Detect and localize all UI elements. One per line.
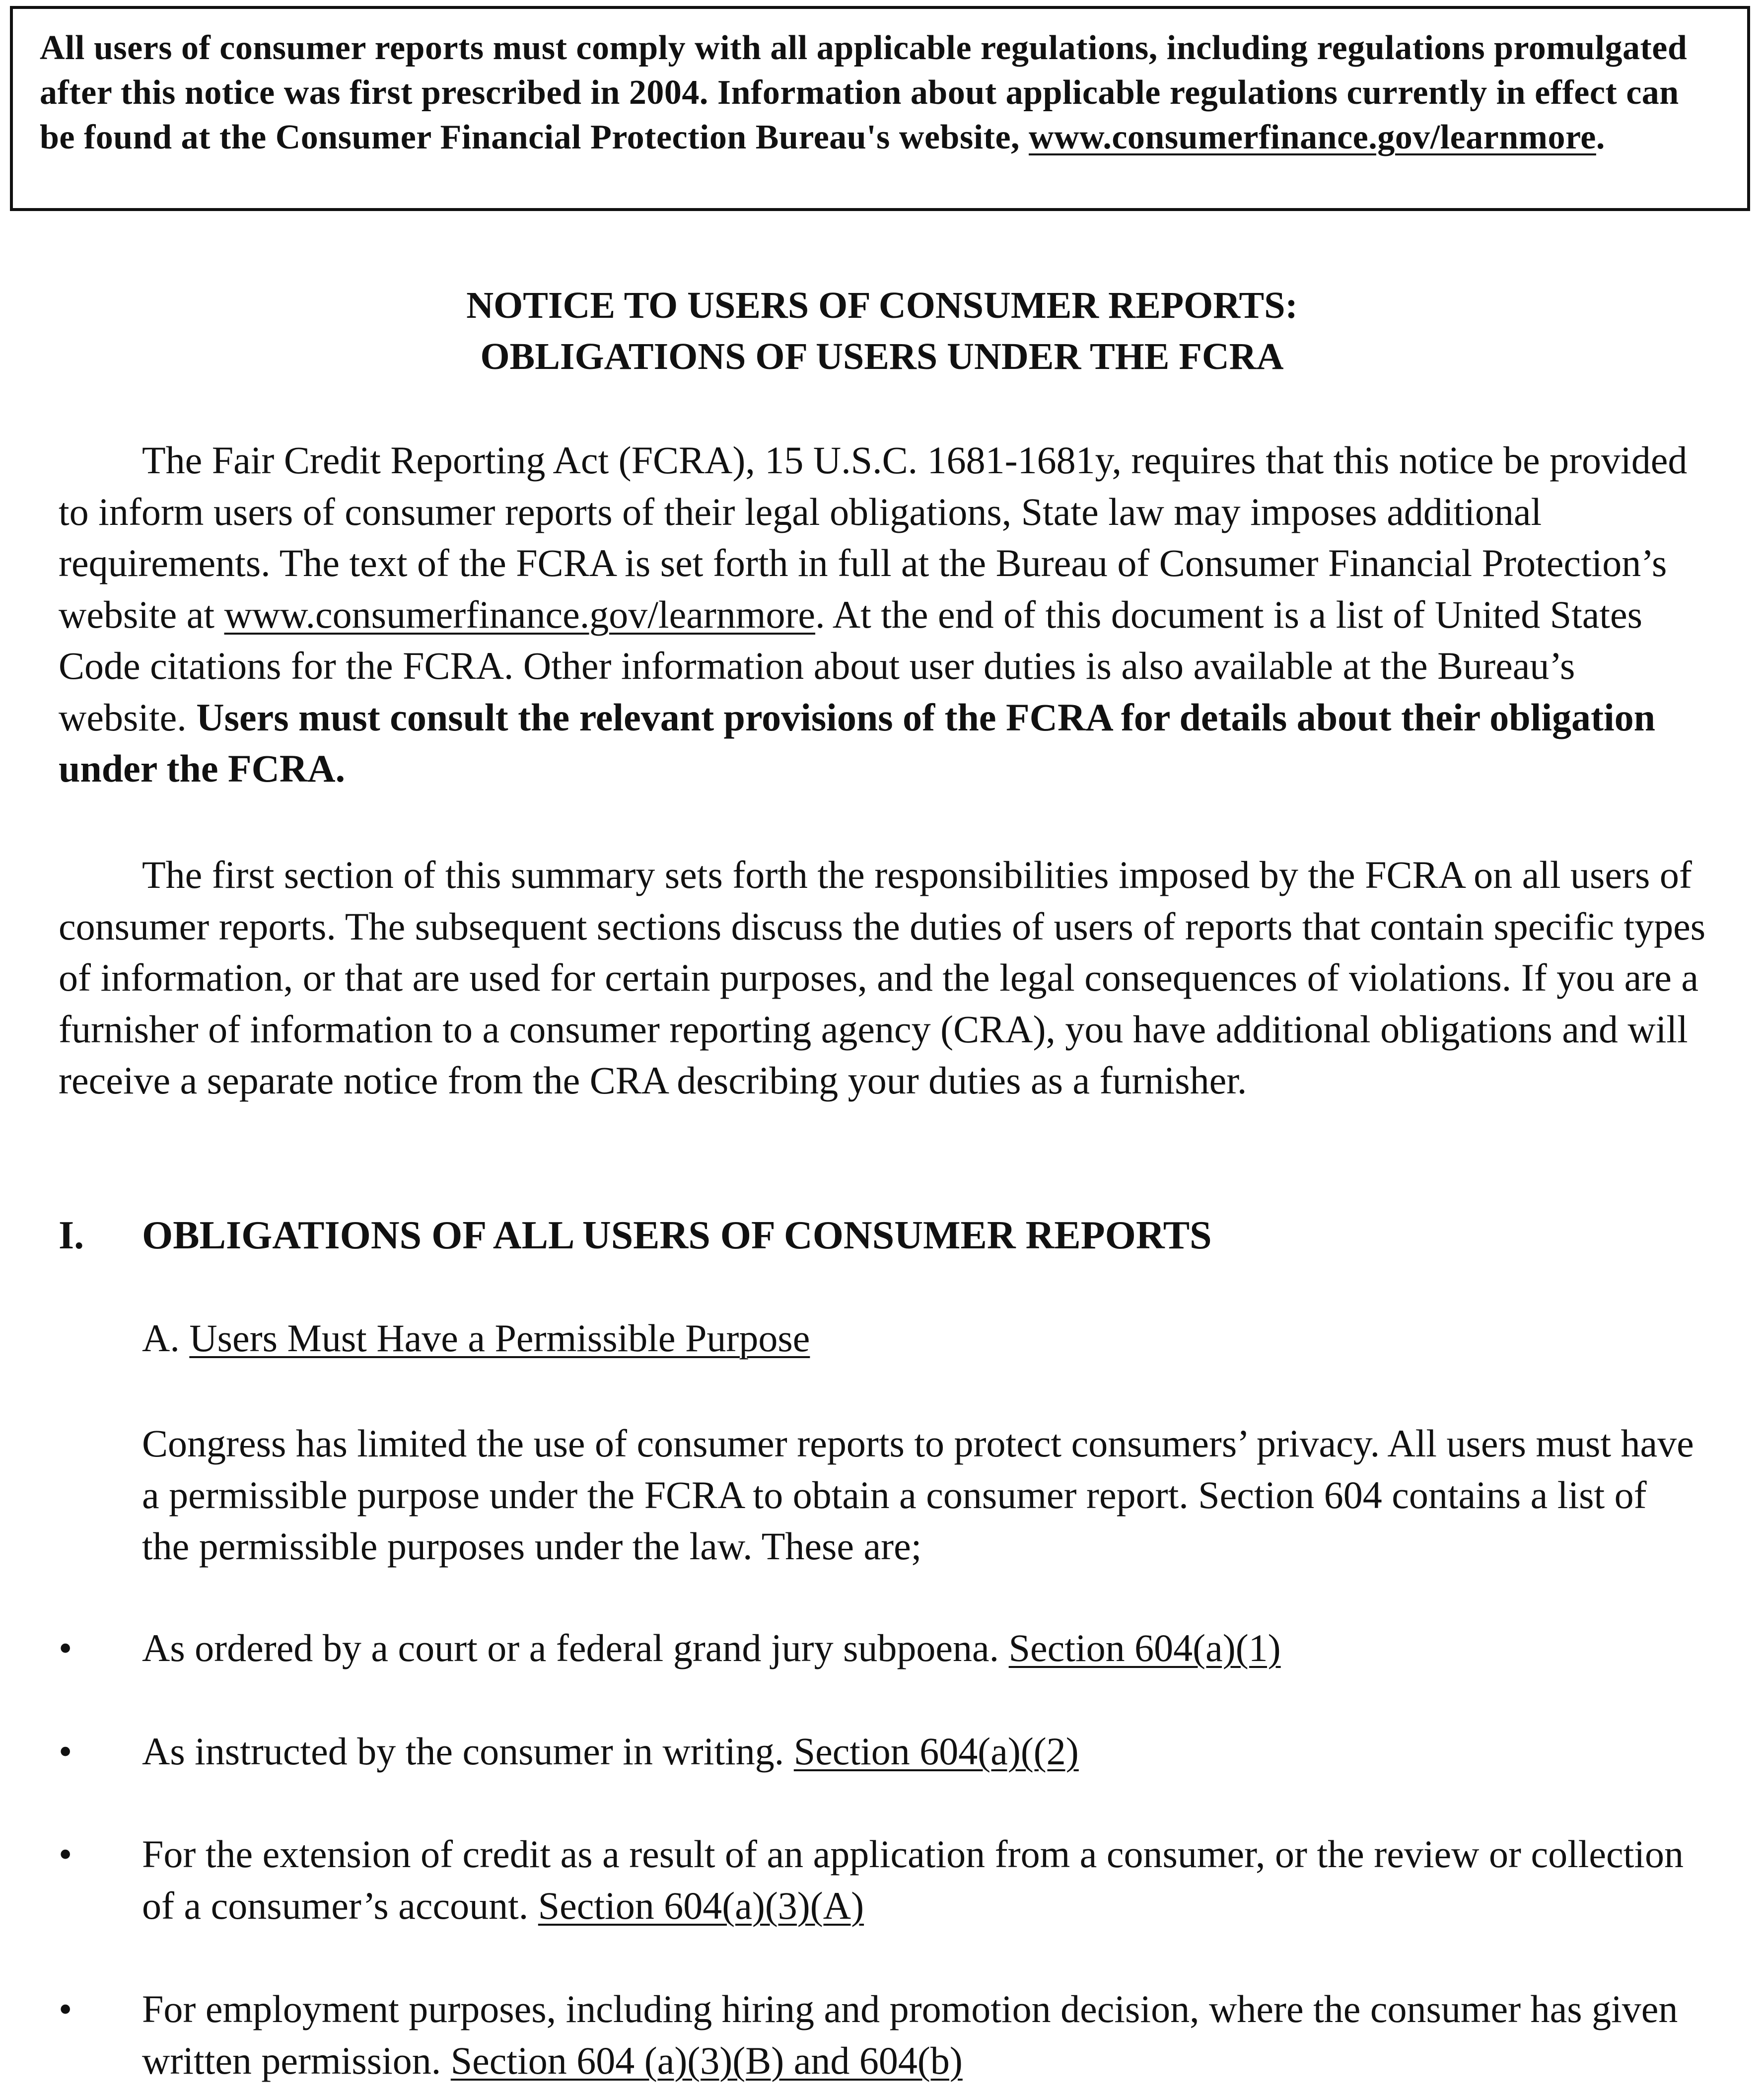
bullet-2-symbol: • — [59, 1730, 72, 1773]
intro-bold-text: Users must consult the relevant provisions of the FCRA for details about their obligation under the FCRA. — [59, 695, 1656, 790]
bullet-item-3 — [142, 1828, 1706, 1931]
intro-text-continued: . At the end of this document is a list of United States Code citations for the FCRA. Other information about user duties is also available at the Bureau’s website. — [59, 592, 1643, 739]
intro-paragraph — [59, 434, 1712, 795]
bullet-4-text: For employment purposes, including hiring and promotion decision, where the consumer has given written permission. — [142, 1987, 1678, 2082]
bullet-1-text: As ordered by a court or a federal grand jury subpoena. — [142, 1626, 1009, 1669]
bullet-1-symbol: • — [59, 1626, 72, 1669]
bullet-item-1 — [142, 1622, 1706, 1674]
bullet-item-4 — [142, 1983, 1706, 2086]
subsection-a-title: Users Must Have a Permissible Purpose — [189, 1316, 810, 1360]
subsection-a-heading — [142, 1313, 810, 1363]
page-title-line-2: OBLIGATIONS OF USERS UNDER THE FCRA — [480, 336, 1284, 377]
bullet-3-citation: Section 604(a)(3)(A) — [538, 1883, 864, 1927]
bullet-1-citation: Section 604(a)(1) — [1008, 1626, 1281, 1669]
bullet-2-citation: Section 604(a)((2) — [793, 1730, 1079, 1773]
bullet-2-text: As instructed by the consumer in writing. — [142, 1730, 794, 1773]
section-1-number: I. — [59, 1214, 84, 1257]
bullet-4-citation: Section 604 (a)(3)(B) and 604(b) — [450, 2038, 963, 2082]
intro-text: The Fair Credit Reporting Act (FCRA), 15 U.S.C. 1681-1681y, requires that this notice be provided to inform users of consumer reports of their legal obligations, State law may imposes additional requirements. The text of the FCRA is set forth in full at the Bureau of Consumer Financial Protection’s website at — [59, 438, 1688, 636]
subsection-a-letter: A. — [142, 1316, 180, 1360]
bullet-3-symbol: • — [59, 1832, 72, 1876]
intro-link[interactable]: www.consumerfinance.gov/learnmore — [224, 592, 816, 636]
bullet-4-symbol: • — [59, 1987, 72, 2030]
notice-box-link[interactable]: www.consumerfinance.gov/learnmore — [1029, 118, 1596, 156]
page-title-line-1: NOTICE TO USERS OF CONSUMER REPORTS: — [466, 285, 1298, 326]
notice-box-end: . — [1596, 118, 1605, 156]
bullet-3-text: For the extension of credit as a result of an application from a consumer, or the review or collection of a consumer’s account. — [142, 1832, 1684, 1927]
regulations-notice-box — [10, 6, 1750, 211]
bullet-item-2 — [142, 1726, 1706, 1777]
summary-paragraph: The first section of this summary sets forth the responsibilities imposed by the FCRA on all users of consumer reports. The subsequent sections discuss the duties of users of reports that contain specific types of information, or that are used for certain purposes, and the legal consequences of violations. If you are a furnisher of information to a consumer reporting agency (CRA), you have additional obligations and will receive a separate notice from the CRA describing your duties as a furnisher. — [59, 853, 1706, 1102]
subsection-a-body: Congress has limited the use of consumer reports to protect consumers’ privacy. All users must have a permissible purpose under the FCRA to obtain a consumer report. Section 604 contains a list of the permissible purposes under the law. These are; — [142, 1422, 1694, 1568]
notice-box-text: All users of consumer reports must comply with all applicable regulations, including regulations promulgated after this notice was first prescribed in 2004. Information about applicable regulations currently in effect can be found at the Consumer Financial Protection Bureau's website, — [40, 29, 1688, 156]
section-1-heading: OBLIGATIONS OF ALL USERS OF CONSUMER REPORTS — [142, 1214, 1212, 1257]
